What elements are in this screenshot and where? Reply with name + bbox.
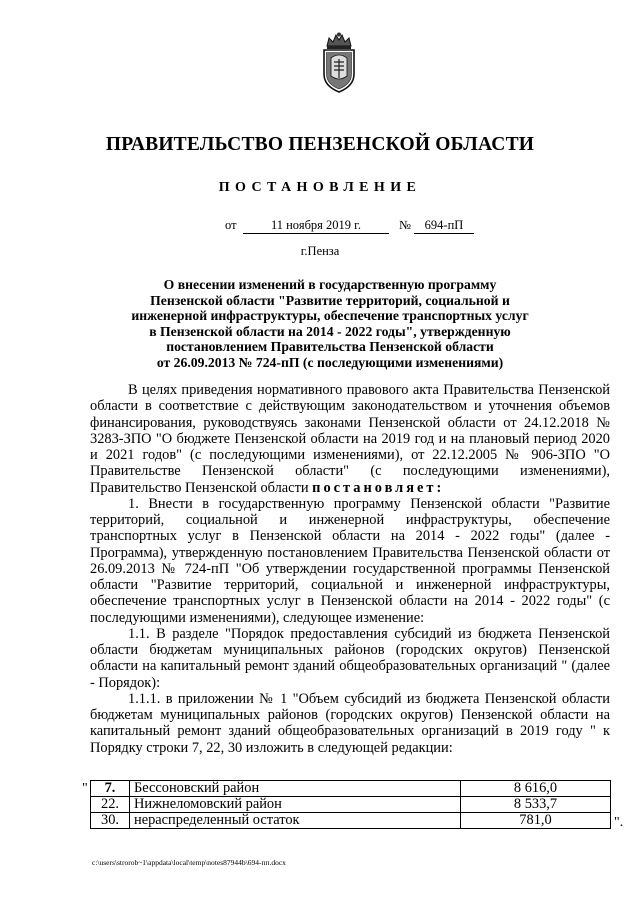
document-type: ПОСТАНОВЛЕНИЕ bbox=[218, 180, 422, 195]
heading-line: инженерной инфраструктуры, обеспечение транспортных услуг bbox=[131, 308, 529, 324]
decree-heading bbox=[100, 277, 560, 371]
region-name: нераспределенный остаток bbox=[130, 813, 461, 829]
preamble-text: В целях приведения нормативного правового акта Правительства Пензенской области в соответствие с действующим законодательством и уточнения объемов финансирования, руководствуясь законами Пензенской области от 24.12.2018 № 3283-ЗПО "О бюджете Пензенской области на 2019 год и на плановый период 2020 и 2021 годов" (с последующими изменениями), от 22.12.2005 № 906-ЗПО "О Правительстве Пензенской области" (с последующими изменениями), Правительство Пензенской области bbox=[90, 382, 610, 496]
decree-number: 694-пП bbox=[414, 218, 474, 234]
table-close-quote: ". bbox=[614, 815, 624, 830]
row-number: 22. bbox=[91, 797, 130, 813]
clause-1-1-1-paragraph: 1.1.1. в приложении № 1 "Объем субсидий из бюджета Пензенской области бюджетам муниципальных районов (городских округов) Пензенской области на капитальный ремонт зданий общеобразовательных организаций в 2019 году " к Порядку строки 7, 22, 30 изложить в следующей редакции: bbox=[90, 690, 610, 756]
subsidy-table bbox=[90, 780, 611, 829]
table-row bbox=[91, 813, 611, 829]
table-row bbox=[91, 781, 611, 797]
region-name: Бессоновский район bbox=[130, 781, 461, 797]
heading-line: О внесении изменений в государственную программу bbox=[163, 277, 497, 292]
heading-line: Пензенской области "Развитие территорий, социальной и bbox=[150, 292, 510, 308]
heading-line: в Пензенской области на 2014 - 2022 годы", утвержденную bbox=[149, 323, 511, 339]
heading-line: от 26.09.2013 № 724-пП (с последующими изменениями) bbox=[156, 354, 504, 370]
heading-line: постановлением Правительства Пензенской области bbox=[166, 339, 494, 355]
subsidy-amount: 781,0 bbox=[461, 813, 611, 829]
decree-date: 11 ноября 2019 г. bbox=[243, 218, 389, 234]
file-path-footer: c:\users\strorob~1\appdata\local\temp\notes87944b\694-пп.docx bbox=[92, 858, 286, 867]
clause-1-paragraph: 1. Внести в государственную программу Пензенской области "Развитие территорий, социальной и инженерной инфраструктуры, обеспечение транспортных услуг в Пензенской области на 2014 - 2022 годы" (далее - Программа), утвержденную постановлением Правительства Пензенской области от 26.09.2013 № 724-пП "Об утверждении государственной программы Пензенской области "Развитие территорий, социальной и инженерной инфраструктуры, обеспечение транспортных услуг в Пензенской области на 2014 - 2022 годы" (с последующими изменениями), следующее изменение: bbox=[90, 495, 610, 626]
table-row bbox=[91, 797, 611, 813]
number-prefix: № bbox=[399, 218, 411, 232]
city-name: г.Пенза bbox=[300, 244, 340, 258]
table-open-quote: " bbox=[82, 781, 88, 796]
subsidy-amount: 8 616,0 bbox=[461, 781, 611, 797]
date-prefix: от bbox=[225, 218, 237, 232]
row-number: 7. bbox=[91, 781, 130, 797]
government-title: ПРАВИТЕЛЬСТВО ПЕНЗЕНСКОЙ ОБЛАСТИ bbox=[105, 134, 535, 155]
region-name: Нижнеломовский район bbox=[130, 797, 461, 813]
resolves-keyword: постановляет: bbox=[312, 479, 445, 496]
decree-body bbox=[90, 382, 610, 756]
row-number: 30. bbox=[91, 813, 130, 829]
clause-1-1-paragraph: 1.1. В разделе "Порядок предоставления субсидий из бюджета Пензенской области бюджетам муниципальных районов (городских округов) Пензенской области на капитальный ремонт зданий общеобразовательных организаций " (далее - Порядок): bbox=[90, 625, 610, 691]
coat-of-arms-emblem bbox=[317, 32, 361, 94]
subsidy-amount: 8 533,7 bbox=[461, 797, 611, 813]
preamble-paragraph bbox=[90, 382, 610, 496]
